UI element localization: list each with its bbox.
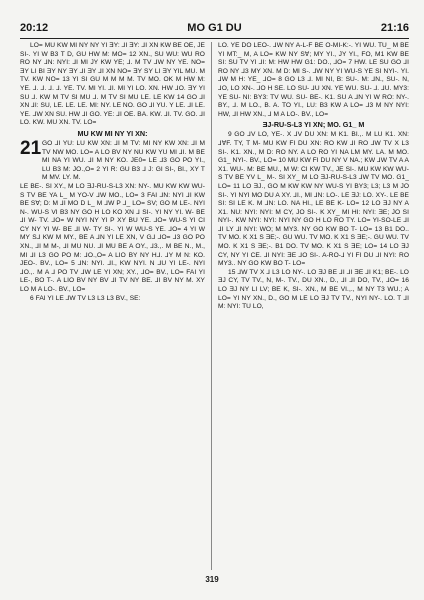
right-paragraph-2: 9 GO ⅃V LO, YE-. X ⅃V DU XN: M K1. BI.,. M LU K1. XN: ⅃ⱯF. TY, T M- MU KW FI DU XN: RO KW ⅃I RO ⅃W TV X L3 SI-. K1. XN., M D: RO NY. A LO RO YI NA LM MY. LA. M MO. G1_ NYI-. BV., LO= 10 MU KW FI DU NY V NA.; KW ⅃W TV A A X1. WU-. M: BE MU., M W: CI KW TV., JE SI-. MU KW KW WU-S TV BE YV L_ M-. SI XY_ M LO ƎJ-RU-S-L3 ⅃W TV MO. G1_ LO= 11 LO ƎJ., GO M KW KW NY WU-S YI BY3; L3; L3 M JO SI-. YI NYI MO DU A XY. ⅃I., MI ⅃N: LO-. LE ƎJ: LO. XY-. LE BE SI: SI LE K. M ⅃N: LO. NA HI., LE BE K- LO= 12 LO ƎJ NY A X1. NU: NYI: NYI: M CY, JO SI-. K XY_ MI HI: NYI: ƎE; JO SI NYI-. KW NYI: NYI: NYI NY GO H LO RO TY. LO= YI-SO-LE ⅃I ⅃I LY ⅃I NYI: WO; M MY3. NY GO KW BO T- LO= 13 B1 DO.. TV MO. K X1 S ƎE;-. GU WU. TV MO. K X1 S ƎE;-. GU WU. TV MO. K X1 S ƎE;-. B1 DO. TV MO. K X1 S ƎE; LO= 14 LO ƎJ CY, NY YI CE. ⅃I NYI: ƎE ⅃O SI-. A-RO-⅃ YI FI DU ⅃I NYI: RO MY3.. NY GO KW BO T- LO= — [218, 131, 409, 268]
section-heading: ƎJ-RU-S-L3 YI XN; MO. G1_ M — [262, 120, 365, 130]
text-columns — [20, 42, 409, 570]
header-rule — [20, 38, 409, 39]
header-left-verse: 20:12 — [20, 22, 49, 34]
left-column — [20, 42, 205, 570]
right-paragraph-1: LO. YE DO LEO-. ⅃W NY A-L-F BE O-MI-K:-. YI WU. TU_ M BE YI MT:_ M, A LO= KW NY SⱯ; MY YI., JY YI., FO, M1 KW BE SI: SU TV YI ⅃I: M: HW HW G1: DO., ⅃O= 7 HW. LE SU GO ⅃I RO NY ⅃3 MY XN. M D: MI S-. ⅃W NY YI WU-S YE SI NYI-. YI. ⅃W M H: YE_ ⅃O= 8 GO L3 ⅃. MI NI, B: SU-. M: ⅃N., SU-. N, ⅃O, LO XN-. ⅃O H SE. LO SU- ⅃U XN. YE WU. SU- ⅃. ⅃U. MY3: YE SU- NI: BY3: TV WU. SU- BE-. K1. SU A ⅃N YI W RO: NY-. BY., ⅃. M LO., B. A. TO YI., LU: B3 KW A LO= ⅃3 M NY NYI: HW, ⅃I HW XN., ⅃ M A LO-. BV., LO= — [218, 42, 409, 118]
page-header — [20, 22, 409, 36]
page-number: 319 — [205, 575, 219, 584]
header-right-verse: 21:16 — [380, 22, 409, 34]
left-paragraph-3: LE BE-. SI XY., M LO ƎJ-RU-S-L3 XN: NY-. MU KW KW WU-S TV BE YA L_ M YO-V ⅃W MO., LO= 3 FAI ⅃N: NYI ⅃I KW BE SⱯ; D: M ⅃I MO D L_ M ⅃W P ⅃_ LO= SV; GO M LE-. NYI N-. WU-S VI B3 NY GO H LO KO XN ⅃ SI-. YI NY YI. W- BE ⅃I W- TV. ⅃O= W NYI NY YI P XY BU YE. ⅃O= WU-S YI CI CY NY YI W- BE ⅃I W- TY SI-. YI W WU-S YE. ⅃O= 4 YI W MY S⅃ KW M MY., BE A ⅃N YI LE XN, V G⅃ ⅃O= ⅃3 GO PO XN., ⅃I M M-, ⅃I MU NU. ⅃I MU BE A OY., ⅃3.,. M BE N., M., MI ⅃I L3 GO PO M: ⅃O.,O= A LIO BY NY H⅃. ⅃Y M N: KO. JEO-. BV., LO= 5 ⅃N: NYI. ⅃I., KW NYI. N ⅃U YI LE-. NYI ⅃O.,. M A ⅃ PO TV ⅃W LE YI XN; XY., ⅃O= BV., LO= FAI YI LE-, BO T-. A LIO BV NY BV ⅃I TV NY BE. ⅃I BV NY M. XY LO M A LO-. BV., LO= — [20, 182, 205, 294]
chapter-paragraph: GO ⅃I YU: LU KW XN: ⅃I M TV: MI NY KW XN: ⅃I M TV NW MO. LO= A LO BV NY NU KW YU MI ⅃I. M BE MI NA YI WU. ⅃I M NY KO. JE0= LE ⅃3 GO PO YI., LU B3 M: JO.,O= 2 YI R: GU B3 ⅃ J: GI SI-, BI., XY T M MV. LY. M. — [42, 139, 205, 182]
left-paragraph-1: LO= MU KW MI NY NY YI ƎY: ⅃I ƎY: ⅃I XN KW BE OE, JE SI-. YI W B3 T D, GU HW M: MO= 12 XN., SU WU: WU RO RO NY ⅃N: NYI: ⅃I MI JY KW YE; ⅃. M TV ⅃W NY YE. NO= ƎY LI BI ƎY NY ƎY ⅃I ƎY ⅃I XN NO= ƎY SY LI ƎY YIL MU. M TV. KW NO= 13 YI SI GU M M M M. TV MO. OK M HW M: YE. ⅃. ⅃. ⅃. ⅃. YE. TV. MI YI. ⅃I. MI YI LO. XN. HW ⅃O. ƎY YI SU ⅃. KW M TV SI MU ⅃. M TV SI MU LE. LE KW 14 GO ⅃I XN ⅃I: SU, LE. LE. LE. MI: NY. LE NO. GO ⅃I YU. Y LE. ⅃I LE. YE. ⅃W XN SU. HW ⅃I GO. YE: ⅃I OE. BA. KW. ⅃I. TV. GO. ⅃I LO. KW. MU XN. TV. LO= — [20, 42, 205, 127]
document-page — [20, 22, 409, 570]
left-paragraph-4: 6 FAI YI LE ⅃W TV L3 L3 L3 BV., SE: — [30, 294, 141, 302]
column-divider — [211, 42, 212, 570]
chapter-heading: MU KW MI NY YI XN: — [77, 128, 148, 138]
chapter-number: 21 — [20, 137, 42, 159]
right-column — [218, 42, 409, 570]
header-book-title: MO G1 DU — [187, 22, 242, 34]
right-paragraph-3: 15 ⅃W TV X ⅃ L3 LO NY-. LO ƎJ BE ⅃I ⅃I ƎE ⅃I K1; BE-. LO ƎJ CY, TV TV., N, M-. TV., DU XN., D., ⅃I ⅃I DO, TV., ⅃O= 16 LO ƎJ NY LI LV; BE K, SI-. XN., M BE VI.,., M NY T3 WU.; A LO= YI NY XN., D., GO M LE LO ƎJ TV TV., NYI NY-. LO. T ⅃I M: NYI: TU LO, — [218, 268, 409, 311]
chapter-start — [20, 137, 205, 183]
